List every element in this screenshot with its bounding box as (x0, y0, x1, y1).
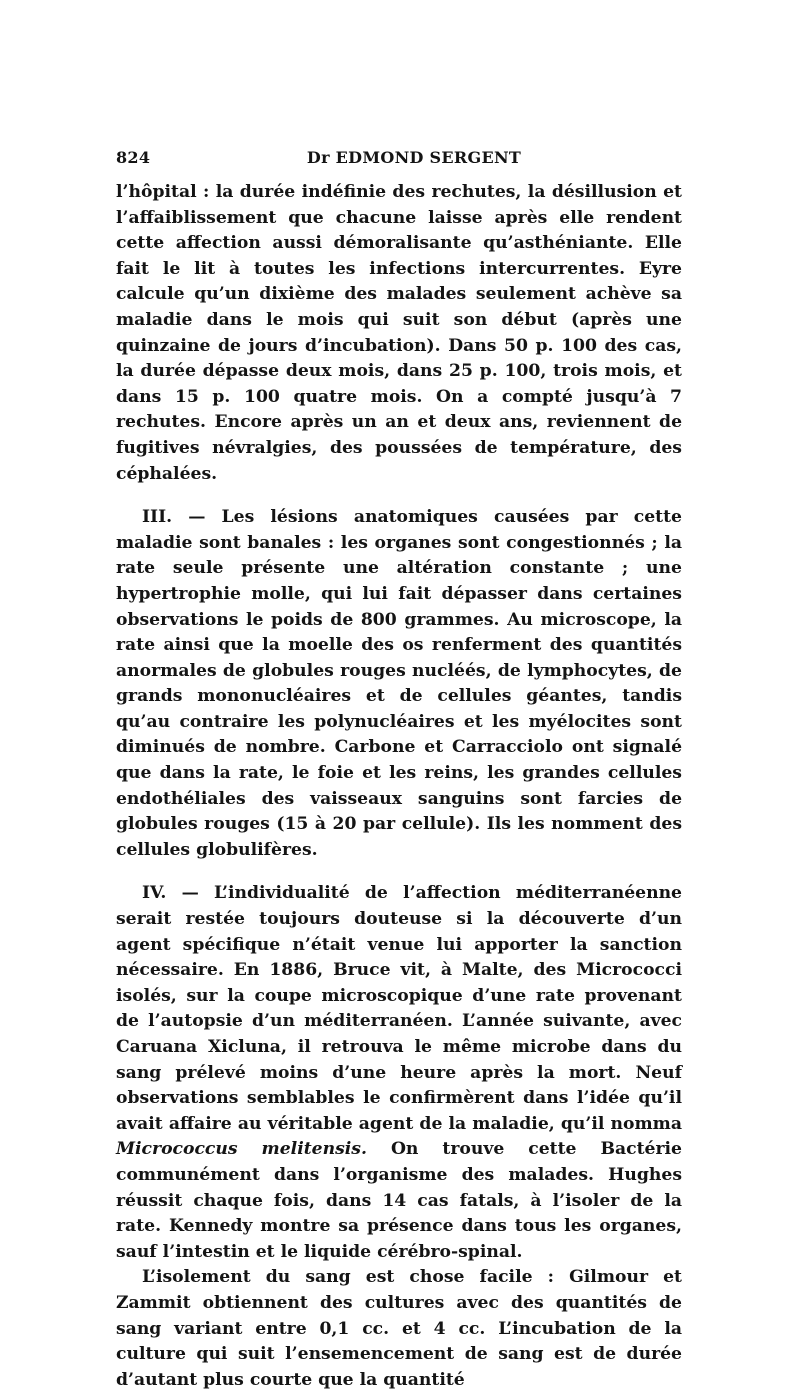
paragraph-section-iv (116, 881, 682, 1265)
paragraph-text: III. — Les lésions anatomiques causées par cette maladie sont banales : les organes sont congestionnés ; la rate seule présente une altération constante ; une hypertrophie molle, qui lui fait dépasser dans certaines observations le poids de 800 grammes. Au microscope, la rate ainsi que la moelle des os renferment des quantités anormales de globules rouges nucléés, de lymphocytes, de grands mononucléaires et de cellules géantes, tandis qu’au contraire les polynucléaires et les myélocites sont diminués de nombre. Carbone et Carracciolo ont signalé que dans la rate, le foie et les reins, les grandes cellules endothéliales des vaisseaux sanguins sont farcies de globules rouges (15 à 20 par cellule). Ils les nomment des cellules globulifères. (116, 507, 682, 860)
species-name: Micrococcus melitensis. (116, 1139, 367, 1160)
running-head: Dr EDMOND SERGENT (306, 148, 522, 167)
page-number: 824 (116, 148, 151, 167)
page-body (116, 180, 682, 1393)
paragraph-text: l’hôpital : la durée indéfinie des rechutes, la désillusion et l’affaiblissement que chacune laisse après elle rendent cette affection aussi démoralisante qu’asthéniante. Elle fait le lit à toutes les infections intercurrentes. Eyre calcule qu’un dixième des malades seulement achève sa maladie dans le mois qui suit son début (après une quinzaine de jours d’incubation). Dans 50 p. 100 des cas, la durée dépasse deux mois, dans 25 p. 100, trois mois, et dans 15 p. 100 quatre mois. On a compté jusqu’à 7 rechutes. Encore après un an et deux ans, reviennent de fugitives névralgies, des poussées de température, des céphalées. (116, 182, 682, 484)
page-header (116, 148, 682, 176)
paragraph-continuation (116, 180, 682, 487)
paragraph-blood-isolation (116, 1265, 682, 1393)
book-page (116, 148, 682, 1393)
paragraph-section-iii (116, 505, 682, 863)
paragraph-text: On trouve cette Bactérie communément dans l’organisme des malades. Hughes réussit chaque fois, dans 14 cas fatals, à l’isoler de la rate. Kennedy montre sa présence dans tous les organes, sauf l’intestin et le liquide cérébro-spinal. (116, 1139, 682, 1262)
paragraph-text: L’isolement du sang est chose facile : Gilmour et Zammit obtiennent des cultures avec des quantités de sang variant entre 0,1 cc. et 4 cc. L’incubation de la culture qui suit l’ensemencement de sang est de durée d’autant plus courte que la quantité (116, 1267, 682, 1390)
paragraph-text: IV. — L’individualité de l’affection méditerranéenne serait restée toujours douteuse si la découverte d’un agent spécifique n’était venue lui apporter la sanction nécessaire. En 1886, Bruce vit, à Malte, des Micrococci isolés, sur la coupe microscopique d’une rate provenant de l’autopsie d’un méditerranéen. L’année suivante, avec Caruana Xicluna, il retrouva le même microbe dans du sang prélevé moins d’une heure après la mort. Neuf observations semblables le confirmèrent dans l’idée qu’il avait affaire au véritable agent de la maladie, qu’il nomma (116, 883, 682, 1134)
